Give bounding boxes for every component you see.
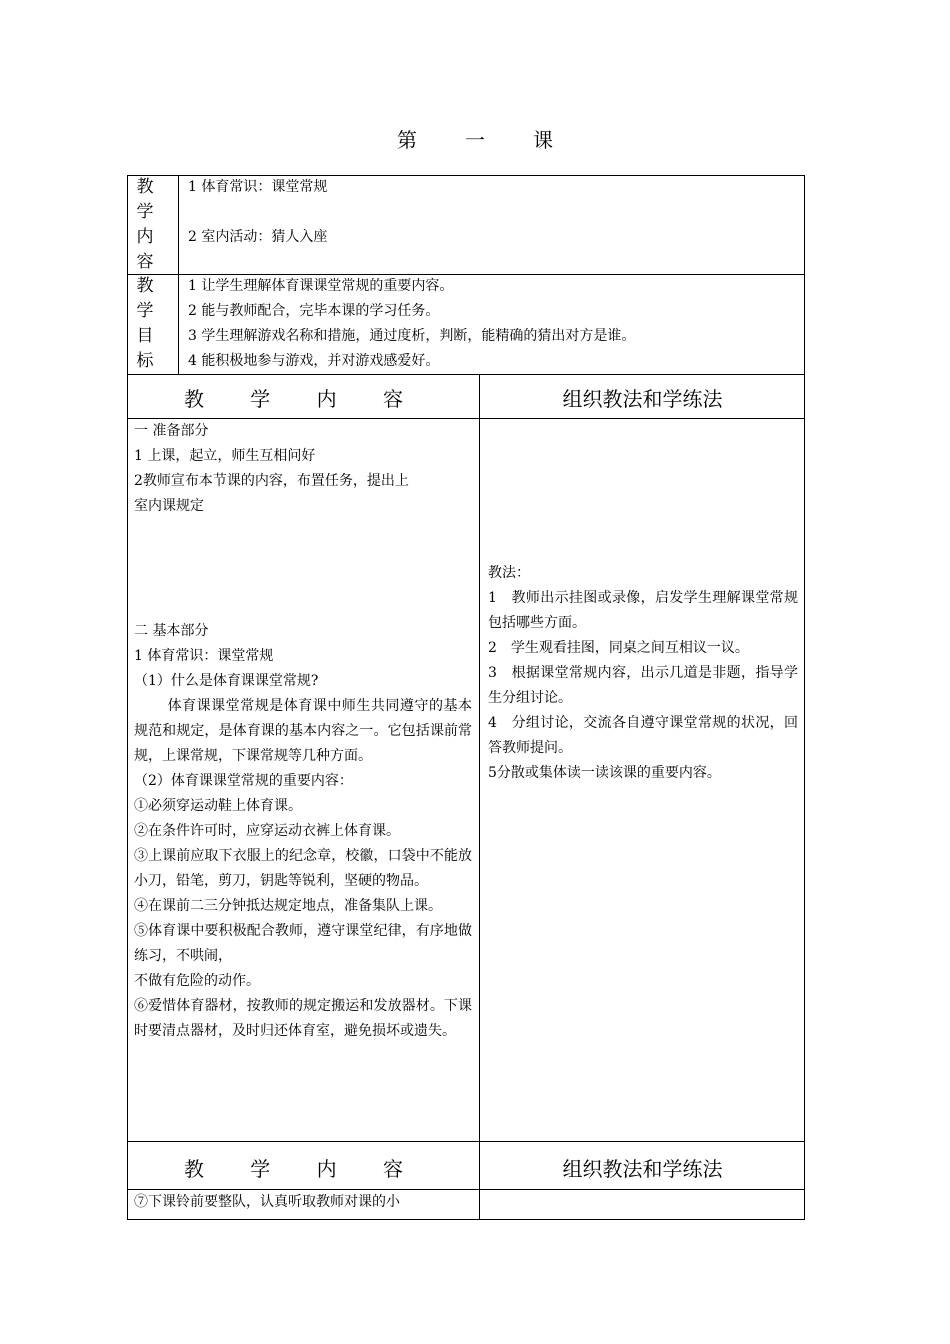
- method-item: 3 根据课堂常规内容，出示几道是非题，指导学生分组讨论。: [488, 665, 798, 706]
- teaching-goals-list: [188, 274, 798, 374]
- goal-item: 4 能积极地参与游戏，并对游戏感爱好。: [188, 353, 440, 369]
- spacer: [134, 519, 472, 619]
- rule-3: ③上课前应取下衣服上的纪念章，校徽，口袋中不能放小刀，铅笔，剪刀，钥匙等锐利，坚硬的物品。: [134, 848, 472, 889]
- method-item: 1 教师出示挂图或录像，启发学生理解课堂常规包括哪些方面。: [488, 590, 798, 631]
- divider-main-header2: [127, 1141, 805, 1142]
- teaching-content-label: 教 学 内 容: [136, 177, 154, 272]
- question-1: （1）什么是体育课课堂常规?: [134, 673, 319, 689]
- prep-item-2: 2教师宣布本节课的内容，布置任务，提出上: [134, 473, 409, 489]
- basic-item-1: 1 体育常识：课堂常规: [134, 648, 274, 664]
- question-2: （2）体育课课堂常规的重要内容：: [134, 773, 353, 789]
- method-item: 4 分组讨论，交流各自遵守课堂常规的状况，回答教师提问。: [488, 715, 798, 756]
- main-content-right: [488, 561, 798, 786]
- title-char-1: 第: [397, 128, 417, 152]
- section-prep: 一 准备部分: [134, 423, 209, 439]
- middle-column-divider: [479, 374, 480, 1220]
- goal-item: 2 能与教师配合，完毕本课的学习任务。: [188, 303, 440, 319]
- header-methods-2: 组织教法和学练法: [562, 1157, 723, 1181]
- divider-goals-header: [127, 374, 805, 375]
- method-heading: 教法：: [488, 565, 530, 581]
- page-title: [0, 124, 950, 153]
- method-item: 2 学生观看挂图，同桌之间互相议一议。: [488, 640, 749, 656]
- teaching-goals-label: 教 学 目 标: [136, 276, 154, 371]
- rule-4: ④在课前二三分钟抵达规定地点，准备集队上课。: [134, 898, 442, 914]
- main-content-left: [134, 419, 472, 1044]
- header-content: 教 学 内 容: [183, 387, 424, 411]
- goal-item: 3 学生理解游戏名称和措施，通过度析，判断，能精确的猜出对方是谁。: [188, 328, 636, 344]
- label-column-divider: [178, 175, 179, 375]
- teaching-content-item-1: 1 体育常识：课堂常规: [188, 179, 328, 195]
- header-content-2: 教 学 内 容: [183, 1157, 424, 1181]
- last-row-left: ⑦下课铃前要整队，认真听取教师对课的小: [134, 1194, 400, 1210]
- rule-5-cont: 不做有危险的动作。: [134, 973, 260, 989]
- title-char-2: 一: [465, 128, 485, 152]
- rule-2: ②在条件许可时，应穿运动衣裤上体育课。: [134, 823, 400, 839]
- method-item: 5分散或集体读一读该课的重要内容。: [488, 765, 721, 781]
- teaching-content-item-2: 2 室内活动：猜人入座: [188, 229, 328, 245]
- title-char-3: 课: [533, 128, 553, 152]
- prep-item-1: 1 上课，起立，师生互相问好: [134, 448, 316, 464]
- rule-1: ①必须穿运动鞋上体育课。: [134, 798, 302, 814]
- rule-6: ⑥爱惜体育器材，按教师的规定搬运和发放器材。下课时要清点器材，及时归还体育室，避免损坏或遗失。: [134, 998, 472, 1039]
- definition-paragraph: 体育课课堂常规是体育课中师生共同遵守的基本规范和规定，是体育课的基本内容之一。它包括课前常规，上课常规，下课常规等几种方面。: [134, 698, 472, 764]
- header-methods: 组织教法和学练法: [562, 387, 723, 411]
- rule-5: ⑤体育课中要积极配合教师，遵守课堂纪律，有序地做练习，不哄闹，: [134, 923, 472, 964]
- goal-item: 1 让学生理解体育课课堂常规的重要内容。: [188, 278, 454, 294]
- prep-item-2-cont: 室内课规定: [134, 498, 204, 514]
- section-basic: 二 基本部分: [134, 623, 209, 639]
